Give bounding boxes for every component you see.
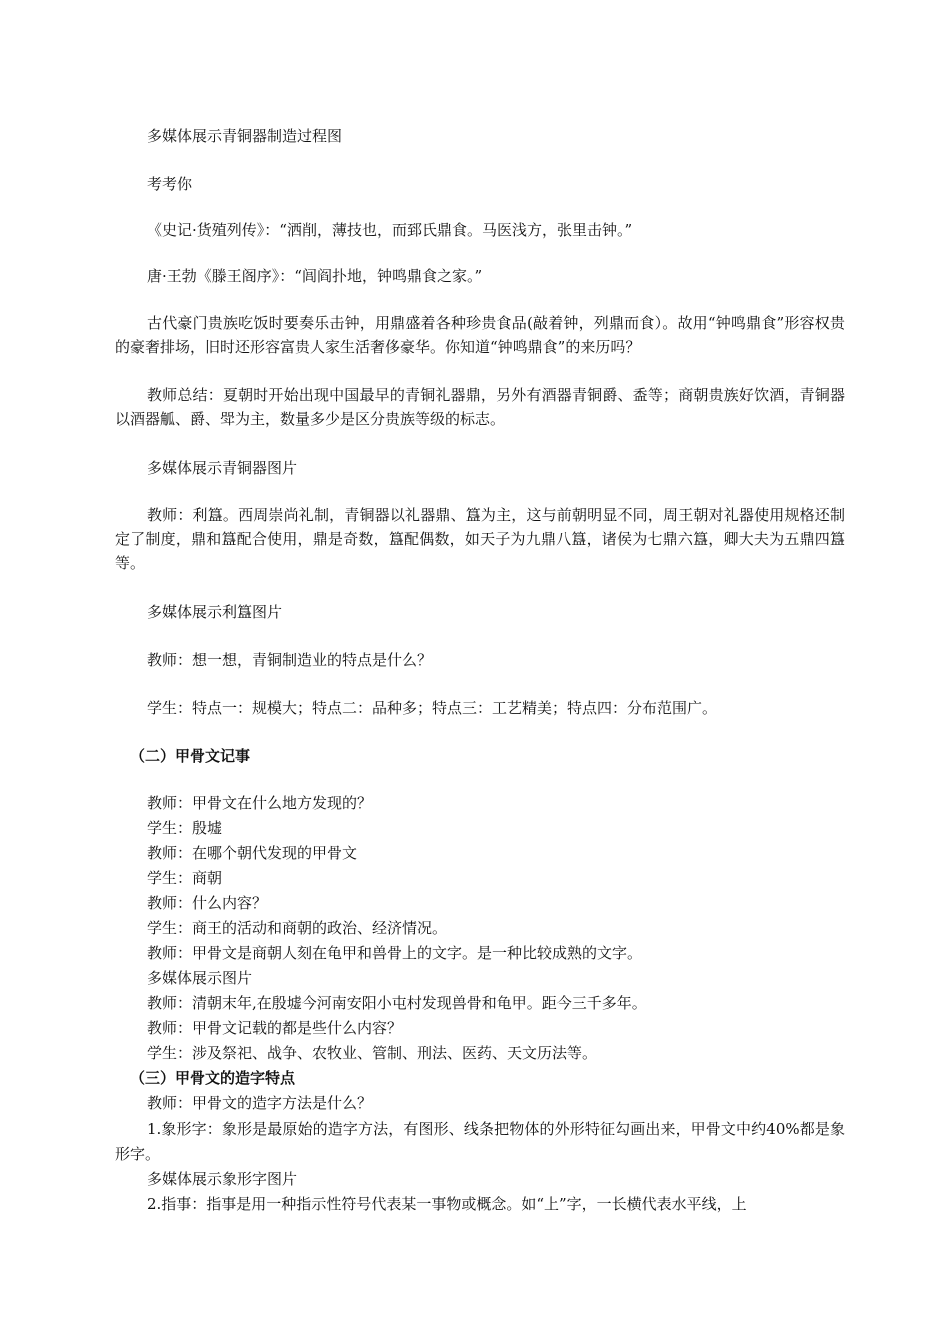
dialogue-line: 教师：甲骨文记载的都是些什么内容？ bbox=[147, 1019, 403, 1037]
dialogue-line: 学生：涉及祭祀、战争、农牧业、管制、刑法、医药、天文历法等。 bbox=[147, 1044, 598, 1062]
paragraph: 考考你 bbox=[147, 175, 193, 193]
dialogue-line: 教师：清朝末年,在殷墟今河南安阳小屯村发现兽骨和龟甲。距今三千多年。 bbox=[147, 994, 647, 1012]
paragraph: 教师：想一想，青铜制造业的特点是什么？ bbox=[147, 651, 433, 669]
paragraph: 《史记·货殖列传》：“洒削，薄技也，而郅氏鼎食。马医浅方，张里击钟。” bbox=[147, 221, 633, 239]
dialogue-line: 学生：商朝 bbox=[147, 869, 223, 887]
paragraph: 古代豪门贵族吃饭时要奏乐击钟，用鼎盛着各种珍贵食品(敲着钟，列鼎而食）。故用“钟鸣鼎食”形容权贵的豪奢排场，旧时还形容富贵人家生活奢侈豪华。你知道“钟鸣鼎食”的来历吗？ bbox=[115, 314, 845, 356]
dialogue-line: 教师：甲骨文在什么地方发现的？ bbox=[147, 794, 373, 812]
paragraph: 多媒体展示青铜器图片 bbox=[147, 459, 298, 477]
dialogue-line: 2.指事：指事是用一种指示性符号代表某一事物或概念。如“上”字，一长横代表水平线，上 bbox=[147, 1195, 747, 1213]
paragraph: 教师：利簋。西周崇尚礼制，青铜器以礼器鼎、簋为主，这与前朝明显不同，周王朝对礼器使用规格还制定了制度，鼎和簋配合使用，鼎是奇数，簋配偶数，如天子为九鼎八簋，诸侯为七鼎六簋，卿大夫为五鼎四簋等。 bbox=[115, 506, 845, 572]
paragraph: 教师总结：夏朝时开始出现中国最早的青铜礼器鼎，另外有酒器青铜爵、盉等；商朝贵族好饮酒，青铜器以酒器觚、爵、斝为主，数量多少是区分贵族等级的标志。 bbox=[115, 386, 845, 428]
paragraph: 多媒体展示青铜器制造过程图 bbox=[147, 127, 343, 145]
paragraph: 唐·王勃《滕王阁序》：“闾阎扑地，钟鸣鼎食之家。” bbox=[147, 267, 483, 285]
paragraph: 1.象形字：象形是最原始的造字方法，有图形、线条把物体的外形特征勾画出来，甲骨文中约40%都是象形字。 bbox=[115, 1120, 845, 1163]
dialogue-line: 学生：商王的活动和商朝的政治、经济情况。 bbox=[147, 919, 448, 937]
dialogue-line: 学生：殷墟 bbox=[147, 819, 223, 837]
dialogue-line: 教师：什么内容？ bbox=[147, 894, 268, 912]
paragraph: 多媒体展示利簋图片 bbox=[147, 603, 283, 621]
section-heading: （二）甲骨文记事 bbox=[130, 747, 251, 765]
dialogue-line: 多媒体展示图片 bbox=[147, 969, 253, 987]
dialogue-line: 多媒体展示象形字图片 bbox=[147, 1170, 298, 1188]
dialogue-line: 教师：在哪个朝代发现的甲骨文 bbox=[147, 844, 358, 862]
section-heading: （三）甲骨文的造字特点 bbox=[130, 1069, 296, 1087]
paragraph: 学生：特点一：规模大；特点二：品种多；特点三：工艺精美；特点四：分布范围广。 bbox=[147, 699, 718, 717]
dialogue-line: 教师：甲骨文是商朝人刻在龟甲和兽骨上的文字。是一种比较成熟的文字。 bbox=[147, 944, 643, 962]
dialogue-line: 教师：甲骨文的造字方法是什么？ bbox=[147, 1094, 373, 1112]
